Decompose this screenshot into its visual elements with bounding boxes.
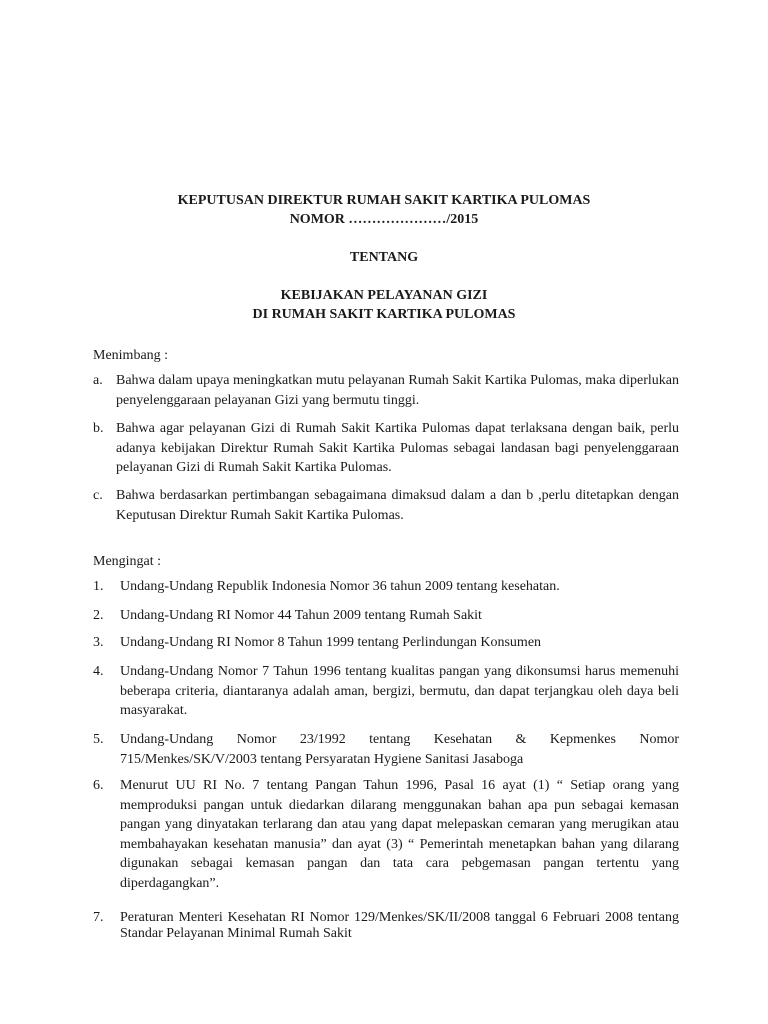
list-item-text: Bahwa agar pelayanan Gizi di Rumah Sakit Kartika Pulomas dapat terlaksana dengan baik, perlu adanya kebijakan Direktur Rumah Sakit Kartika Pulomas sebagai landasan bagi penyelenggaraan pelayanan Gizi di Rumah Sakit Kartika Pulomas.	[116, 421, 679, 475]
list-item-text: Bahwa dalam upaya meningkatkan mutu pelayanan Rumah Sakit Kartika Pulomas, maka diperlukan penyelenggaraan pelayanan Gizi yang bermutu tinggi.	[116, 373, 679, 408]
mengingat-item-5	[93, 730, 679, 769]
decree-title-line-1: KEPUTUSAN DIREKTUR RUMAH SAKIT KARTIKA PULOMAS	[177, 193, 591, 208]
menimbang-item-a	[93, 371, 679, 410]
list-marker: 5.	[93, 732, 104, 747]
mengingat-label: Mengingat :	[93, 554, 162, 569]
list-marker: 4.	[93, 664, 104, 679]
decree-number-line: NOMOR …………………/2015	[289, 212, 479, 227]
list-item-text: Undang-Undang RI Nomor 44 Tahun 2009 tentang Rumah Sakit	[120, 608, 482, 623]
list-item-text: Peraturan Menteri Kesehatan RI Nomor 129/Menkes/SK/II/2008 tanggal 6 Februari 2008 tentang Standar Pelayanan Minimal Rumah Sakit	[120, 910, 679, 941]
decree-title	[0, 191, 768, 229]
tentang-heading: TENTANG	[349, 250, 419, 265]
mengingat-item-1	[93, 577, 679, 597]
menimbang-label: Menimbang :	[93, 348, 169, 363]
decree-subject-line-2: DI RUMAH SAKIT KARTIKA PULOMAS	[252, 307, 516, 322]
list-item-text: Undang-Undang Republik Indonesia Nomor 36 tahun 2009 tentang kesehatan.	[120, 579, 560, 594]
list-item-text: Undang-Undang Nomor 7 Tahun 1996 tentang kualitas pangan yang dikonsumsi harus memenuhi beberapa criteria, diantaranya adalah aman, bergizi, bermutu, dan dapat terjangkau oleh daya beli masyarakat.	[120, 664, 679, 718]
list-marker: 6.	[93, 778, 104, 793]
mengingat-item-3	[93, 633, 679, 653]
list-item-text: Bahwa berdasarkan pertimbangan sebagaimana dimaksud dalam a dan b ,perlu ditetapkan dengan Keputusan Direktur Rumah Sakit Kartika Pulomas.	[116, 488, 679, 523]
mengingat-item-6	[93, 776, 679, 893]
mengingat-item-2	[93, 606, 679, 626]
list-marker: c.	[93, 488, 103, 503]
list-item-text: Undang-Undang Nomor 23/1992 tentang Kesehatan & Kepmenkes Nomor 715/Menkes/SK/V/2003 tentang Persyaratan Hygiene Sanitasi Jasaboga	[120, 732, 679, 767]
list-marker: 3.	[93, 635, 104, 650]
decree-subject-line-1: KEBIJAKAN PELAYANAN GIZI	[280, 288, 488, 303]
list-marker: 1.	[93, 579, 104, 594]
menimbang-item-c	[93, 486, 679, 525]
list-item-text: Menurut UU RI No. 7 tentang Pangan Tahun 1996, Pasal 16 ayat (1) “ Setiap orang yang memproduksi pangan untuk diedarkan dilarang menggunakan bahan apa pun sebagai kemasan pangan yang dinyatakan terlarang dan atau yang dapat melepaskan cemaran yang merugikan atau membahayakan kesehatan manusia” dan ayat (3) “ Pemerintah menetapkan bahan yang dilarang digunakan sebagai kemasan pangan dan tata cara pebgemasan pangan tertentu yang diperdagangkan”.	[120, 778, 679, 891]
menimbang-item-b	[93, 419, 679, 478]
list-marker: 2.	[93, 608, 104, 623]
mengingat-item-7	[93, 910, 679, 942]
decree-subject	[0, 286, 768, 324]
list-marker: b.	[93, 421, 104, 436]
mengingat-item-4	[93, 662, 679, 721]
list-marker: 7.	[93, 910, 104, 925]
list-item-text: Undang-Undang RI Nomor 8 Tahun 1999 tentang Perlindungan Konsumen	[120, 635, 542, 650]
list-marker: a.	[93, 373, 103, 388]
